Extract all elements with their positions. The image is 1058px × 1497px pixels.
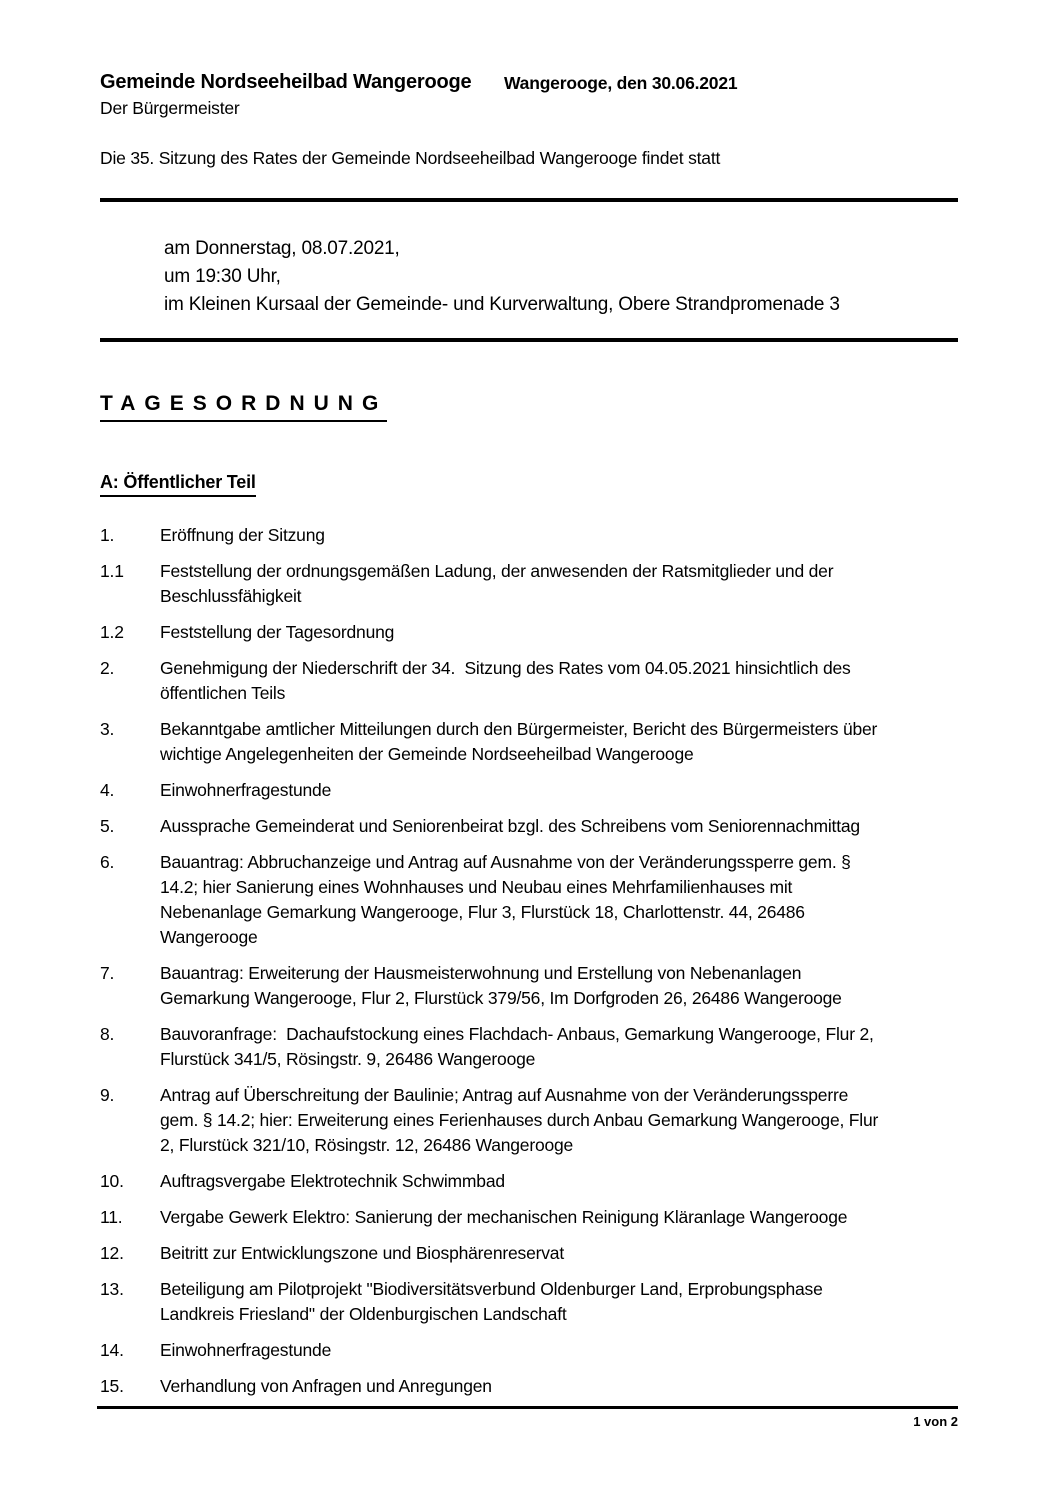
agenda-item-line: Feststellung der Tagesordnung xyxy=(160,622,395,642)
agenda-item-text xyxy=(160,1374,958,1399)
agenda-item-line: Landkreis Friesland" der Oldenburgischen Landschaft xyxy=(160,1304,567,1324)
agenda-item-text xyxy=(160,523,958,548)
agenda-item-text xyxy=(160,656,958,706)
agenda-item-number: 13. xyxy=(100,1279,124,1299)
agenda-item-line: Beitritt zur Entwicklungszone und Biosphärenreservat xyxy=(160,1243,564,1263)
agenda-item-line: 14.2; hier Sanierung eines Wohnhauses und Neubau eines Mehrfamilienhauses mit xyxy=(160,877,793,897)
agenda-item-text xyxy=(160,1277,958,1327)
section-heading-public: A: Öffentlicher Teil xyxy=(100,471,256,497)
intro-line: Die 35. Sitzung des Rates der Gemeinde Nordseeheilbad Wangerooge findet statt xyxy=(100,148,721,168)
agenda-item-text xyxy=(160,961,958,1011)
agenda-item-line: Wangerooge xyxy=(160,927,258,947)
agenda-item xyxy=(100,1241,958,1266)
agenda-item-line: Gemarkung Wangerooge, Flur 2, Flurstück 379/56, Im Dorfgroden 26, 26486 Wangerooge xyxy=(160,988,842,1008)
meeting-details xyxy=(164,235,958,319)
agenda-item-line: Verhandlung von Anfragen und Anregungen xyxy=(160,1376,492,1396)
agenda-item-number: 11. xyxy=(100,1207,123,1227)
agenda-item-line: Auftragsvergabe Elektrotechnik Schwimmbad xyxy=(160,1171,505,1191)
agenda-item-line: Vergabe Gewerk Elektro: Sanierung der mechanischen Reinigung Kläranlage Wangerooge xyxy=(160,1207,848,1227)
agenda-item-line: Aussprache Gemeinderat und Seniorenbeirat bzgl. des Schreibens vom Seniorennachmittag xyxy=(160,816,860,836)
agenda-item xyxy=(100,1169,958,1194)
agenda-item xyxy=(100,1022,958,1072)
agenda-item-text xyxy=(160,1022,958,1072)
agenda-item-number: 2. xyxy=(100,658,115,678)
agenda-item-number: 9. xyxy=(100,1085,115,1105)
agenda-item-line: 2, Flurstück 321/10, Rösingstr. 12, 26486 Wangerooge xyxy=(160,1135,574,1155)
agenda-item-line: Bauantrag: Abbruchanzeige und Antrag auf Ausnahme von der Veränderungssperre gem. § xyxy=(160,852,851,872)
agenda-item xyxy=(100,717,958,767)
agenda-item-text xyxy=(160,1205,958,1230)
agenda-item-number: 6. xyxy=(100,852,115,872)
agenda-item-number: 15. xyxy=(100,1376,124,1396)
agenda-item-text xyxy=(160,559,958,609)
meeting-date-line: am Donnerstag, 08.07.2021, xyxy=(164,238,400,259)
agenda-item-number: 10. xyxy=(100,1171,124,1191)
page-content xyxy=(100,0,958,1410)
agenda-item-line: Einwohnerfragestunde xyxy=(160,780,332,800)
agenda-item-line: gem. § 14.2; hier: Erweiterung eines Ferienhauses durch Anbau Gemarkung Wangerooge, Flur xyxy=(160,1110,879,1130)
agenda-item xyxy=(100,961,958,1011)
header-role: Der Bürgermeister xyxy=(100,98,240,118)
agenda-item xyxy=(100,620,958,645)
agenda-item-text xyxy=(160,1169,958,1194)
agenda-item-line: Beteiligung am Pilotprojekt "Biodiversitätsverbund Oldenburger Land, Erprobungsphase xyxy=(160,1279,823,1299)
agenda-item-text xyxy=(160,778,958,803)
agenda-item xyxy=(100,656,958,706)
agenda-item-line: wichtige Angelegenheiten der Gemeinde Nordseeheilbad Wangerooge xyxy=(160,744,694,764)
agenda-item xyxy=(100,850,958,950)
agenda-item-number: 1.2 xyxy=(100,622,124,642)
agenda-item-number: 12. xyxy=(100,1243,124,1263)
agenda-item xyxy=(100,814,958,839)
agenda-item-text xyxy=(160,1338,958,1363)
agenda-item-number: 8. xyxy=(100,1024,115,1044)
header-organization: Gemeinde Nordseeheilbad Wangerooge xyxy=(100,71,472,93)
page-footer xyxy=(97,1406,958,1429)
page-number: 1 von 2 xyxy=(913,1414,958,1429)
agenda-item xyxy=(100,1338,958,1363)
agenda-title: TAGESORDNUNG xyxy=(100,392,387,422)
agenda-item-line: Bauantrag: Erweiterung der Hausmeisterwohnung und Erstellung von Nebenanlagen xyxy=(160,963,802,983)
agenda-item-line: Beschlussfähigkeit xyxy=(160,586,302,606)
agenda-item-line: Flurstück 341/5, Rösingstr. 9, 26486 Wangerooge xyxy=(160,1049,536,1069)
agenda-item-text xyxy=(160,620,958,645)
agenda-item-line: öffentlichen Teils xyxy=(160,683,286,703)
agenda-item-number: 1.1 xyxy=(100,561,124,581)
agenda-item xyxy=(100,1374,958,1399)
agenda-item-number: 3. xyxy=(100,719,115,739)
agenda-item xyxy=(100,1277,958,1327)
agenda-item-text xyxy=(160,850,958,950)
agenda-item-line: Bauvoranfrage: Dachaufstockung eines Flachdach- Anbaus, Gemarkung Wangerooge, Flur 2, xyxy=(160,1024,874,1044)
meeting-location-line: im Kleinen Kursaal der Gemeinde- und Kurverwaltung, Obere Strandpromenade 3 xyxy=(164,294,840,315)
agenda-item-line: Einwohnerfragestunde xyxy=(160,1340,332,1360)
agenda-item-text xyxy=(160,1083,958,1158)
agenda-item xyxy=(100,559,958,609)
agenda-list xyxy=(100,523,958,1399)
agenda-item-text xyxy=(160,717,958,767)
agenda-item-line: Genehmigung der Niederschrift der 34. Sitzung des Rates vom 04.05.2021 hinsichtlich des xyxy=(160,658,851,678)
agenda-item-line: Eröffnung der Sitzung xyxy=(160,525,325,545)
meeting-time-line: um 19:30 Uhr, xyxy=(164,266,281,287)
agenda-item-line: Bekanntgabe amtlicher Mitteilungen durch den Bürgermeister, Bericht des Bürgermeisters über xyxy=(160,719,878,739)
separator-rule-top xyxy=(100,198,958,202)
footer-rule xyxy=(97,1406,958,1409)
agenda-item-number: 14. xyxy=(100,1340,124,1360)
agenda-item-number: 4. xyxy=(100,780,115,800)
agenda-item xyxy=(100,1205,958,1230)
agenda-item-line: Feststellung der ordnungsgemäßen Ladung, der anwesenden der Ratsmitglieder und der xyxy=(160,561,834,581)
agenda-item-text xyxy=(160,1241,958,1266)
agenda-item-line: Antrag auf Überschreitung der Baulinie; Antrag auf Ausnahme von der Veränderungssperre xyxy=(160,1085,849,1105)
agenda-item xyxy=(100,1083,958,1158)
agenda-item-number: 1. xyxy=(100,525,115,545)
header-date: Wangerooge, den 30.06.2021 xyxy=(504,73,738,93)
agenda-item xyxy=(100,523,958,548)
agenda-item-number: 5. xyxy=(100,816,115,836)
agenda-item-text xyxy=(160,814,958,839)
agenda-item-number: 7. xyxy=(100,963,115,983)
agenda-item-line: Nebenanlage Gemarkung Wangerooge, Flur 3, Flurstück 18, Charlottenstr. 44, 26486 xyxy=(160,902,805,922)
agenda-item xyxy=(100,778,958,803)
